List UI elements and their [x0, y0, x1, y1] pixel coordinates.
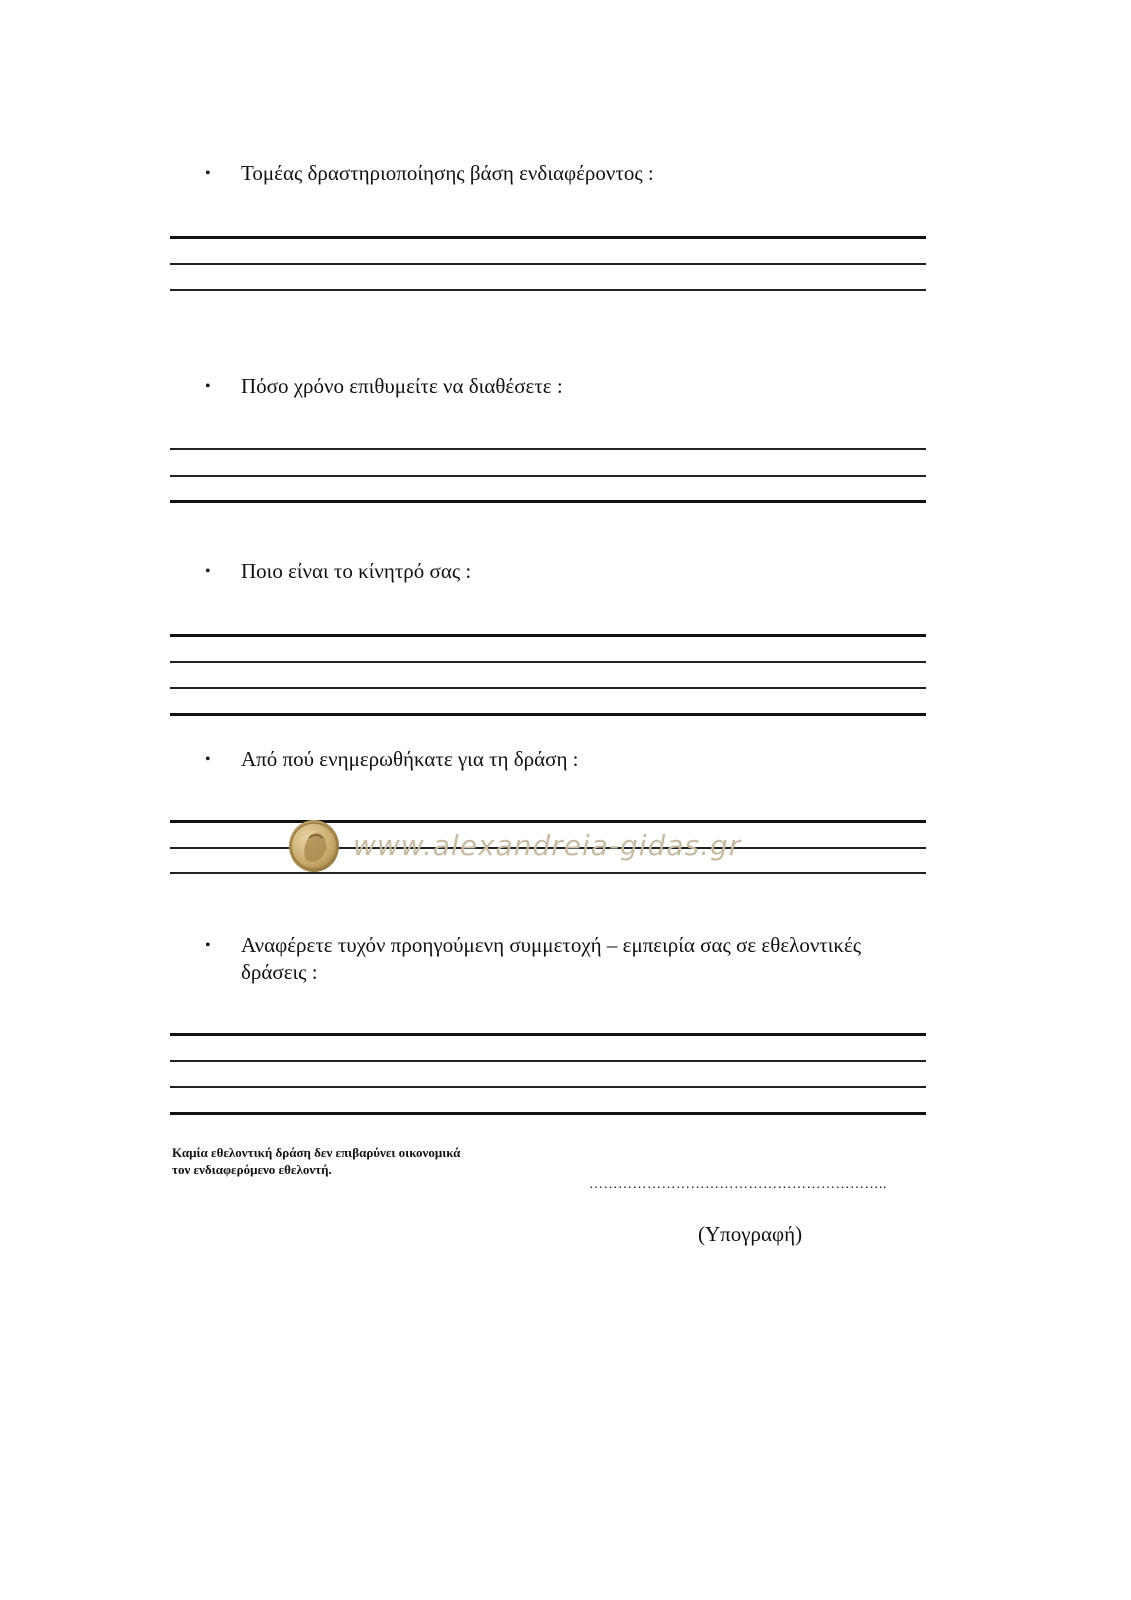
bullet: • — [205, 378, 211, 395]
answer-line[interactable] — [170, 687, 926, 689]
signature-label: (Υπογραφή) — [698, 1222, 803, 1246]
bullet: • — [205, 751, 211, 768]
watermark — [289, 820, 769, 874]
question-3-text: Ποιο είναι το κίνητρό σας : — [241, 559, 472, 583]
answer-line[interactable] — [170, 475, 926, 477]
answer-line[interactable] — [170, 236, 926, 239]
answer-line[interactable] — [170, 661, 926, 663]
coin-logo-icon — [289, 820, 339, 872]
answer-line[interactable] — [170, 500, 926, 503]
bullet: • — [205, 937, 211, 954]
signature-line[interactable]: …………………………………………………….. — [589, 1177, 887, 1192]
answer-line[interactable] — [170, 1033, 926, 1036]
answer-line[interactable] — [170, 634, 926, 637]
question-1-text: Τομέας δραστηριοποίησης βάση ενδιαφέροντος : — [241, 161, 654, 185]
question-4-text: Από πού ενημερωθήκατε για τη δράση : — [241, 747, 579, 771]
bullet: • — [205, 563, 211, 580]
answer-line[interactable] — [170, 263, 926, 265]
bullet: • — [205, 165, 211, 182]
answer-line[interactable] — [170, 1112, 926, 1115]
answer-line[interactable] — [170, 1060, 926, 1062]
question-2-text: Πόσο χρόνο επιθυμείτε να διαθέσετε : — [241, 374, 563, 398]
cost-note: Καμία εθελοντική δράση δεν επιβαρύνει οικονομικά τον ενδιαφερόμενο εθελοντή. — [172, 1145, 461, 1177]
answer-line[interactable] — [170, 1086, 926, 1088]
answer-line[interactable] — [170, 713, 926, 716]
answer-line[interactable] — [170, 289, 926, 291]
question-5-text: Αναφέρετε τυχόν προηγούμενη συμμετοχή – εμπειρία σας σε εθελοντικές δράσεις : — [241, 933, 862, 984]
answer-line[interactable] — [170, 448, 926, 450]
watermark-url: www.alexandreia-gidas.gr — [353, 829, 742, 862]
